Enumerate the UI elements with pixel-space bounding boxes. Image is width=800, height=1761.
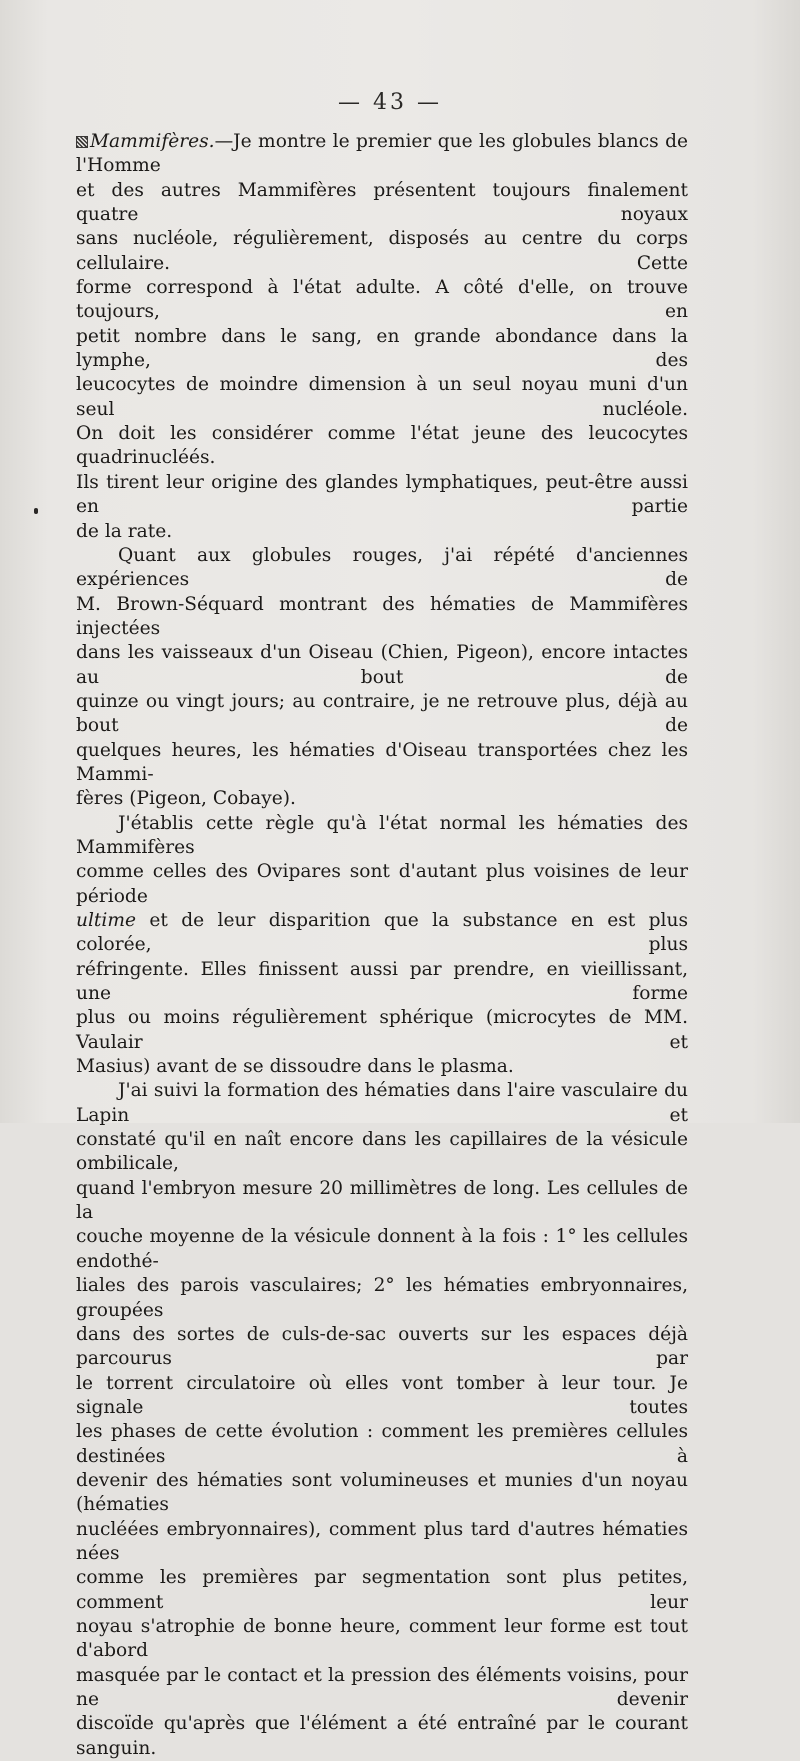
text-line: petit nombre dans le sang, en grande abondance dans la lymphe, des: [76, 325, 688, 372]
text-line: de la rate.: [76, 520, 173, 542]
text-line: réfringente. Elles finissent aussi par prendre, en vieillissant, une forme: [76, 958, 688, 1005]
text-line: masquée par le contact et la pression des éléments voisins, pour ne devenir: [76, 1664, 688, 1710]
text-line: leucocytes de moindre dimension à un seul noyau muni d'un seul nucléole.: [76, 374, 688, 420]
text-line: M. Brown-Séquard montrant des hématies de Mammifères injectées: [76, 593, 688, 639]
paragraph-1: [76, 130, 688, 544]
section-lead: Mammifères.: [90, 131, 215, 152]
text-line: [76, 130, 688, 179]
text-line: les phases de cette évolution : comment les premières cellules destinées à: [76, 1421, 688, 1467]
text-line: devenir des hématies sont volumineuses et munies d'un noyau (hématies: [76, 1469, 688, 1516]
text-line: fères (Pigeon, Cobaye).: [76, 788, 296, 810]
text-line: liales des parois vasculaires; 2° les hématies embryonnaires, groupées: [76, 1275, 688, 1321]
text-line: Ils tirent leur origine des glandes lymphatiques, peut-être aussi en partie: [76, 471, 688, 518]
text-line: Masius) avant de se dissoudre dans le plasma.: [76, 1056, 514, 1078]
page-number: — 43 —: [338, 90, 442, 115]
text-line: On doit les considérer comme l'état jeune des leucocytes quadrinucléés.: [76, 423, 688, 469]
text-line: J'établis cette règle qu'à l'état normal les hématies des Mammifères: [76, 812, 688, 858]
text-line: [76, 909, 688, 958]
ornament-icon: [76, 136, 88, 148]
text-line: comme les premières par segmentation sont plus petites, comment leur: [76, 1567, 688, 1613]
text-line: sans nucléole, régulièrement, disposés au centre du corps cellulaire. Cette: [76, 228, 688, 274]
ink-speck: [34, 508, 38, 514]
line-rest: —Je montre le premier que les globules blancs de l'Homme: [76, 131, 688, 177]
italic-term: ultime: [76, 910, 136, 931]
text-line: quelques heures, les hématies d'Oiseau transportées chez les Mammi-: [76, 739, 688, 785]
text-line: constaté qu'il en naît encore dans les capillaires de la vésicule ombilicale,: [76, 1129, 688, 1175]
text-line: J'ai suivi la formation des hématies dans l'aire vasculaire du Lapin et: [76, 1080, 688, 1126]
text-line: comme celles des Ovipares sont d'autant plus voisines de leur période: [76, 861, 688, 907]
text-line: quand l'embryon mesure 20 millimètres de long. Les cellules de la: [76, 1177, 688, 1224]
text-line: quinze ou vingt jours; au contraire, je ne retrouve plus, déjà au bout de: [76, 690, 688, 737]
text-line: plus ou moins régulièrement sphérique (microcytes de MM. Vaulair et: [76, 1007, 688, 1053]
paragraph-4: [76, 1079, 688, 1761]
text-line: Quant aux globules rouges, j'ai répété d'anciennes expériences de: [76, 544, 688, 591]
text-line: le torrent circulatoire où elles vont tomber à leur tour. Je signale toutes: [76, 1372, 688, 1418]
text-line: dans des sortes de culs-de-sac ouverts sur les espaces déjà parcourus par: [76, 1323, 688, 1370]
line-rest: et de leur disparition que la substance en est plus colorée, plus: [76, 910, 688, 956]
text-line: couche moyenne de la vésicule donnent à la fois : 1° les cellules endothé-: [76, 1226, 688, 1272]
text-line: discoïde qu'après que l'élément a été entraîné par le courant sanguin.: [76, 1713, 688, 1759]
body-text: [76, 130, 688, 1761]
paragraph-3: [76, 812, 688, 1080]
text-line: forme correspond à l'état adulte. A côté d'elle, on trouve toujours, en: [76, 277, 688, 323]
text-line: et des autres Mammifères présentent toujours finalement quatre noyaux: [76, 179, 688, 226]
text-line: nucléées embryonnaires), comment plus tard d'autres hématies nées: [76, 1518, 688, 1564]
paragraph-2: [76, 544, 688, 812]
text-line: noyau s'atrophie de bonne heure, comment leur forme est tout d'abord: [76, 1615, 688, 1662]
text-line: dans les vaisseaux d'un Oiseau (Chien, Pigeon), encore intactes au bout de: [76, 642, 688, 688]
